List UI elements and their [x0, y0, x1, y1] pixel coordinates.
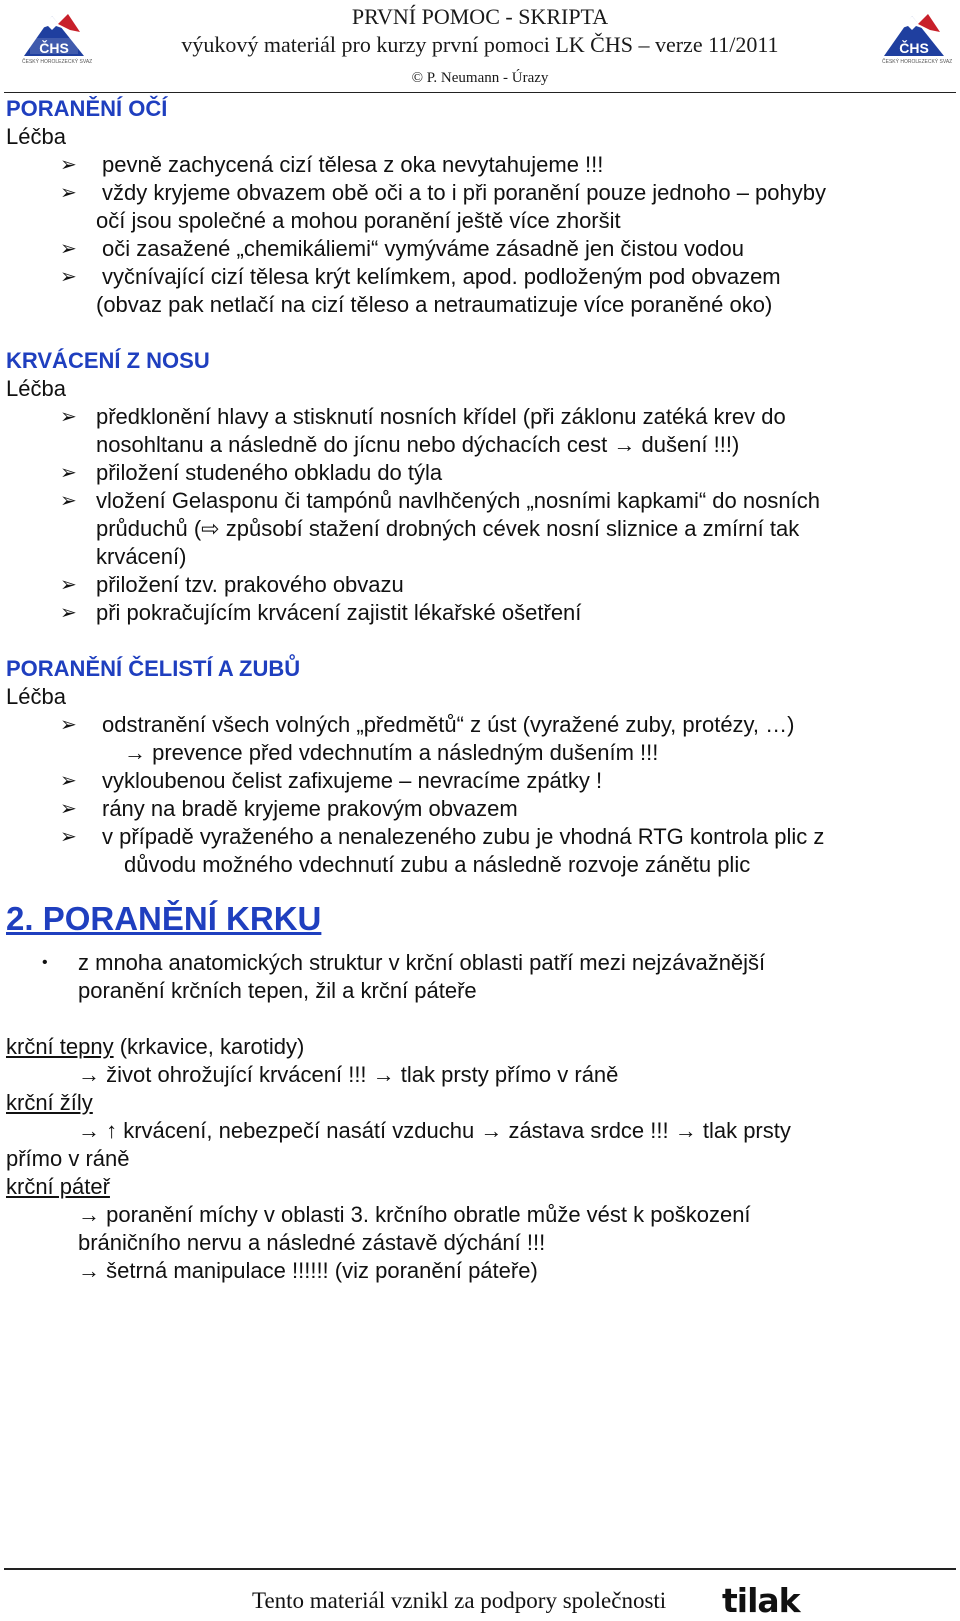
list-item: oči zasažené „chemikáliemi“ vymýváme zásadně jen čistou vodou — [102, 236, 744, 261]
list-bullet-icon: ➢ — [60, 238, 77, 260]
document-author: © P. Neumann - Úrazy — [411, 70, 549, 86]
list-bullet-icon: ➢ — [60, 770, 77, 792]
veins-label: krční žíly — [6, 1090, 93, 1115]
footer-text: Tento materiál vznikl za podpory společnosti — [252, 1588, 667, 1613]
list-bullet-icon: ➢ — [60, 406, 77, 428]
list-item: vždy kryjeme obvazem obě oči a to i při poranění pouze jednoho – pohyby — [102, 180, 826, 205]
list-item-continuation: důvodu možného vdechnutí zubu a následně rozvoje zánětu plic — [124, 852, 751, 877]
section-sub-jaw: Léčba — [6, 684, 66, 709]
list-bullet-icon: ➢ — [60, 154, 77, 176]
list-bullet-icon: ➢ — [60, 798, 77, 820]
list-item: vyčnívající cizí tělesa krýt kelímkem, apod. podloženým pod obvazem — [102, 264, 781, 289]
logo-caption: ČESKÝ HOROLEZECKÝ SVAZ — [882, 59, 953, 65]
document-subtitle: výukový materiál pro kurzy první pomoci LK ČHS – verze 11/2011 — [181, 32, 779, 57]
list-item: předklonění hlavy a stisknutí nosních křídel (při záklonu zatéká krev do — [96, 404, 786, 429]
list-item: vložení Gelasponu či tampónů navlhčených „nosními kapkami“ do nosních — [96, 488, 820, 513]
spine-label: krční páteř — [6, 1174, 110, 1199]
list-item: odstranění všech volných „předmětů“ z úst (vyražené zuby, protézy, …) — [102, 712, 795, 737]
list-bullet-icon: ➢ — [60, 602, 77, 624]
list-item: přiložení studeného obkladu do týla — [96, 460, 443, 485]
list-item: přiložení tzv. prakového obvazu — [96, 572, 404, 597]
tilak-logo: tilak — [722, 1581, 800, 1620]
list-item-continuation: krvácení) — [96, 544, 187, 569]
intro-line: z mnoha anatomických struktur v krční oblasti patří mezi nejzávažnější — [78, 950, 766, 975]
chs-logo-left — [22, 14, 93, 66]
logo-caption: ČESKÝ HOROLEZECKÝ SVAZ — [22, 59, 93, 65]
list-item-continuation: → prevence před vdechnutím a následným dušením !!! — [124, 740, 659, 765]
list-item: pevně zachycená cizí tělesa z oka nevytahujeme !!! — [102, 152, 604, 177]
list-item-continuation: průduchů (⇨ způsobí stažení drobných cévek nosní sliznice a zmírní tak — [96, 516, 800, 541]
intro-line: poranění krčních tepen, žil a krční páteře — [78, 978, 477, 1003]
arteries-line — [6, 1032, 304, 1061]
page-header — [0, 0, 960, 96]
svg-text:ČHS: ČHS — [899, 40, 929, 56]
arteries-detail: → život ohrožující krvácení !!! → tlak prsty přímo v ráně — [78, 1062, 619, 1087]
section-sub-nose: Léčba — [6, 376, 66, 401]
list-item: vykloubenou čelist zafixujeme – nevracíme zpátky ! — [102, 768, 603, 793]
list-item-continuation: očí jsou společné a mohou poranění ještě více zhoršit — [96, 208, 621, 233]
section-heading-nose: KRVÁCENÍ Z NOSU — [6, 348, 210, 373]
chs-logo-right — [882, 14, 953, 66]
list-bullet-icon: ➢ — [60, 826, 77, 848]
spine-detail-manipulation: → šetrná manipulace !!!!!! (viz poranění páteře) — [78, 1258, 538, 1283]
veins-detail-cont: přímo v ráně — [6, 1146, 130, 1171]
svg-text:ČHS: ČHS — [39, 40, 69, 56]
list-item: v případě vyraženého a nenalezeného zubu je vhodná RTG kontrola plic z — [102, 824, 825, 849]
arteries-label: krční tepny — [6, 1034, 114, 1059]
dot-bullet-icon: • — [42, 954, 48, 971]
veins-detail: → ↑ krvácení, nebezpečí nasátí vzduchu → zástava srdce !!! → tlak prsty — [78, 1118, 791, 1143]
header-divider — [4, 92, 956, 93]
spine-detail-cont: bráničního nervu a následné zástavě dýchání !!! — [78, 1230, 546, 1255]
list-item-continuation: (obvaz pak netlačí na cizí těleso a netraumatizuje více poraněné oko) — [96, 292, 773, 317]
list-bullet-icon: ➢ — [60, 490, 77, 512]
chapter-heading-neck: 2. PORANĚNÍ KRKU — [6, 900, 322, 937]
list-bullet-icon: ➢ — [60, 462, 77, 484]
list-item: při pokračujícím krvácení zajistit lékařské ošetření — [96, 600, 582, 625]
section-heading-eyes: PORANĚNÍ OČÍ — [6, 96, 168, 121]
arteries-note: (krkavice, karotidy) — [113, 1034, 305, 1059]
list-item: rány na bradě kryjeme prakovým obvazem — [102, 796, 518, 821]
list-bullet-icon: ➢ — [60, 266, 77, 288]
spine-detail: → poranění míchy v oblasti 3. krčního obratle může vést k poškození — [78, 1202, 751, 1227]
list-bullet-icon: ➢ — [60, 182, 77, 204]
list-bullet-icon: ➢ — [60, 714, 77, 736]
list-item-continuation: nosohltanu a následně do jícnu nebo dýchacích cest → dušení !!!) — [96, 432, 740, 457]
mountain-logo-icon — [22, 14, 86, 58]
section-heading-jaw: PORANĚNÍ ČELISTÍ A ZUBŮ — [6, 656, 301, 681]
mountain-logo-icon — [882, 14, 946, 58]
document-title: PRVNÍ POMOC - SKRIPTA — [351, 4, 609, 29]
footer-divider — [4, 1568, 956, 1570]
section-sub-eyes: Léčba — [6, 124, 66, 149]
list-bullet-icon: ➢ — [60, 574, 77, 596]
